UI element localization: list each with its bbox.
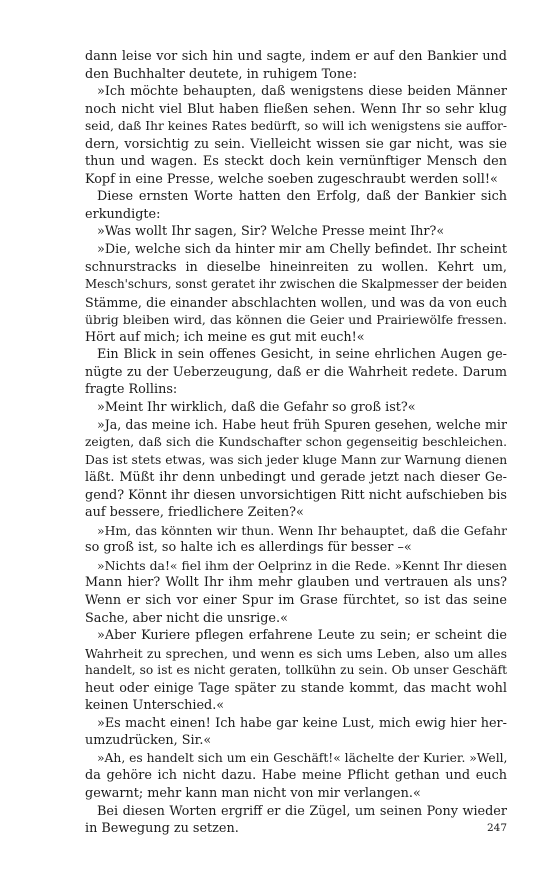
text-line: da gehöre ich nicht dazu. Habe meine Pflicht gethan und euch: [85, 768, 507, 784]
text-line: schnurstracks in dieselbe hineinreiten zu wollen. Kehrt um,: [85, 259, 507, 275]
text-line: dann leise vor sich hin und sagte, indem er auf den Bankier und: [85, 49, 507, 64]
text-line: Das ist stets etwas, was sich jeder kluge Mann zur Warnung dienen: [85, 452, 507, 467]
text-line: läßt. Müßt ihr denn unbedingt und gerade jetzt nach dieser Ge-: [85, 470, 507, 486]
text-line: Wenn er sich vor einer Spur im Grase fürchtet, so ist das seine: [85, 592, 507, 608]
text-line: »Ah, es handelt sich um ein Geschäft!« lächelte der Kurier. »Well,: [97, 750, 507, 765]
text-line: Wahrheit zu sprechen, und wenn es sich ums Leben, also um alles: [85, 645, 507, 661]
text-line: in Bewegung zu setzen.: [85, 821, 239, 837]
text-line: Kopf in eine Presse, welche soeben zugeschraubt werden soll!«: [85, 171, 498, 187]
text-line: dern, vorsichtig zu sein. Vielleicht wissen sie gar nicht, was sie: [85, 136, 507, 152]
text-line: »Die, welche sich da hinter mir am Chelly befindet. Ihr scheint: [97, 242, 507, 258]
text-line: »Meint Ihr wirklich, daß die Gefahr so groß ist?«: [97, 399, 416, 415]
text-line: den Buchhalter deutete, in ruhigem Tone:: [85, 66, 358, 82]
text-line: »Was wollt Ihr sagen, Sir? Welche Presse meint Ihr?«: [97, 224, 445, 240]
text-line: Ein Blick in sein offenes Gesicht, in seine ehrlichen Augen ge-: [97, 347, 507, 363]
text-line: Mesch'schurs, sonst geratet ihr zwischen die Skalpmesser der beiden: [85, 277, 507, 292]
text-line: gend? Könnt ihr diesen unvorsichtigen Ritt nicht aufschieben bis: [85, 487, 507, 503]
text-line: nügte zu der Ueberzeugung, daß er die Wahrheit redete. Darum: [85, 364, 507, 380]
text-line: gewarnt; mehr kann man nicht von mir verlangen.«: [85, 785, 421, 801]
text-line: »Ja, das meine ich. Habe heut früh Spuren gesehen, welche mir: [97, 417, 507, 433]
text-line: erkundigte:: [85, 206, 161, 222]
text-line: übrig bleiben wird, das können die Geier und Prairiewölfe fressen.: [85, 312, 507, 328]
text-line: »Aber Kuriere pflegen erfahrene Leute zu sein; er scheint die: [97, 628, 507, 644]
text-line: Stämme, die einander abschlachten wollen, und was da von euch: [85, 294, 507, 310]
text-line: thun und wagen. Es steckt doch kein vernünftiger Mensch den: [85, 154, 507, 170]
text-line: »Nichts da!« fiel ihm der Oelprinz in die Rede. »Kennt Ihr diesen: [97, 557, 507, 573]
page-text-block: [85, 48, 507, 838]
text-line: handelt, so ist es nicht geraten, tollkühn zu sein. Ob unser Geschäft: [85, 663, 507, 678]
text-line: noch nicht viel Blut haben fließen sehen. Wenn Ihr so sehr klug: [85, 101, 507, 117]
text-line: fragte Rollins:: [85, 382, 178, 398]
page-number: 247: [487, 822, 508, 834]
text-line: »Es macht einen! Ich habe gar keine Lust, mich ewig hier her-: [97, 715, 507, 731]
text-line: Mann hier? Wollt Ihr ihm mehr glauben und vertrauen als uns?: [85, 575, 507, 591]
text-line: auf bessere, friedlichere Zeiten?«: [85, 505, 304, 521]
text-line: zeigten, daß sich die Kundschafter schon gegenseitig beschleichen.: [85, 435, 507, 450]
text-line: »Ich möchte behaupten, daß wenigstens diese beiden Männer: [97, 84, 507, 100]
text-line: Hört auf mich; ich meine es gut mit euch!«: [85, 329, 365, 345]
text-line: Sache, aber nicht die unsrige.«: [85, 610, 288, 626]
text-line: »Hm, das könnten wir thun. Wenn Ihr behauptet, daß die Gefahr: [97, 522, 507, 538]
text-line: Diese ernsten Worte hatten den Erfolg, daß der Bankier sich: [97, 189, 507, 205]
text-line: heut oder einige Tage später zu stande kommt, das macht wohl: [85, 680, 507, 696]
text-line: seid, daß Ihr keines Rates bedürft, so will ich wenigstens sie auffor-: [85, 119, 507, 134]
text-line: umzudrücken, Sir.«: [85, 733, 212, 749]
text-line: so groß ist, so halte ich es allerdings für besser –«: [85, 540, 412, 556]
text-line: Bei diesen Worten ergriff er die Zügel, um seinen Pony wieder: [97, 803, 507, 819]
text-line: keinen Unterschied.«: [85, 698, 225, 714]
